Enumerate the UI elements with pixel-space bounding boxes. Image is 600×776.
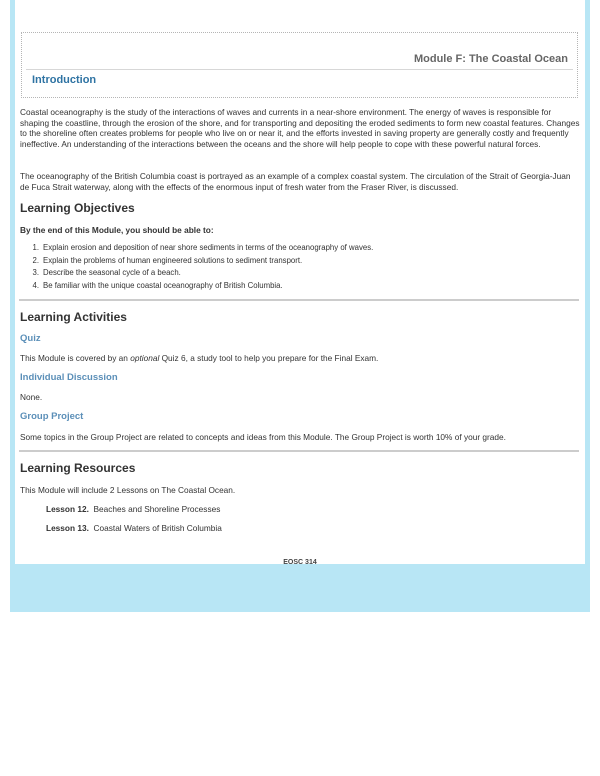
discussion-text: None.	[20, 392, 43, 402]
module-title: Module F: The Coastal Ocean	[413, 53, 568, 65]
introduction-heading: Introduction	[32, 74, 97, 86]
lesson-title: Beaches and Shoreline Processes	[93, 504, 221, 514]
course-footer: EOSC 314	[283, 559, 317, 566]
objective-item: 3. Describe the seasonal cycle of a beach.	[32, 268, 181, 277]
objective-item: 1. Explain erosion and deposition of near shore sediments in terms of the oceanography of waves.	[32, 243, 374, 252]
lesson-item	[46, 523, 222, 533]
lesson-label: Lesson 12.	[46, 504, 89, 514]
individual-discussion-heading: Individual Discussion	[20, 372, 118, 383]
resources-intro: This Module will include 2 Lessons on The Coastal Ocean.	[20, 485, 236, 495]
lesson-title: Coastal Waters of British Columbia	[93, 523, 222, 533]
quiz-text: This Module is covered by an optional Quiz 6, a study tool to help you prepare for the Final Exam.	[20, 353, 379, 363]
objectives-list	[20, 242, 560, 292]
objective-item: 2. Explain the problems of human engineered solutions to sediment transport.	[32, 255, 303, 265]
quiz-heading: Quiz	[20, 333, 41, 344]
learning-activities-heading: Learning Activities	[20, 310, 127, 324]
section-divider	[19, 299, 579, 301]
header-divider	[26, 69, 573, 70]
objective-item: 4. Be familiar with the unique coastal oceanography of British Columbia.	[32, 280, 283, 290]
group-project-text: Some topics in the Group Project are related to concepts and ideas from this Module. The Group Project is worth 10% of your grade.	[20, 432, 506, 442]
learning-resources-heading: Learning Resources	[20, 461, 136, 475]
section-divider	[19, 450, 579, 452]
optional-emphasis: optional	[130, 353, 160, 363]
group-project-heading: Group Project	[20, 411, 84, 422]
content-panel	[15, 0, 585, 564]
objectives-lead: By the end of this Module, you should be able to:	[20, 225, 214, 235]
learning-objectives-heading: Learning Objectives	[20, 201, 135, 215]
introduction-paragraph-2: The oceanography of the British Columbia coast is portrayed as an example of a complex coastal system. The circulation of the Strait of Georgia-Juan de Fuca Strait waterway, along with the effects of the enormous input of fresh water from the Fraser River, is discussed.	[20, 171, 571, 192]
lesson-label: Lesson 13.	[46, 523, 89, 533]
module-header-box	[21, 32, 578, 98]
lesson-item	[46, 504, 220, 514]
introduction-paragraph-1: Coastal oceanography is the study of the interactions of waves and currents in a near-shore environment. The energy of waves is responsible for shaping the coastline, through the erosion of the shore, and for transporting and depositing the eroded sediments to form new coastal features. Changes to the shoreline often creates problems for people who live on or near it, and the efforts invested in saving property are generally costly and frequently ineffective. An understanding of the interactions between the oceans and the shore will help people to cope with these powerful natural forces.	[20, 107, 580, 149]
